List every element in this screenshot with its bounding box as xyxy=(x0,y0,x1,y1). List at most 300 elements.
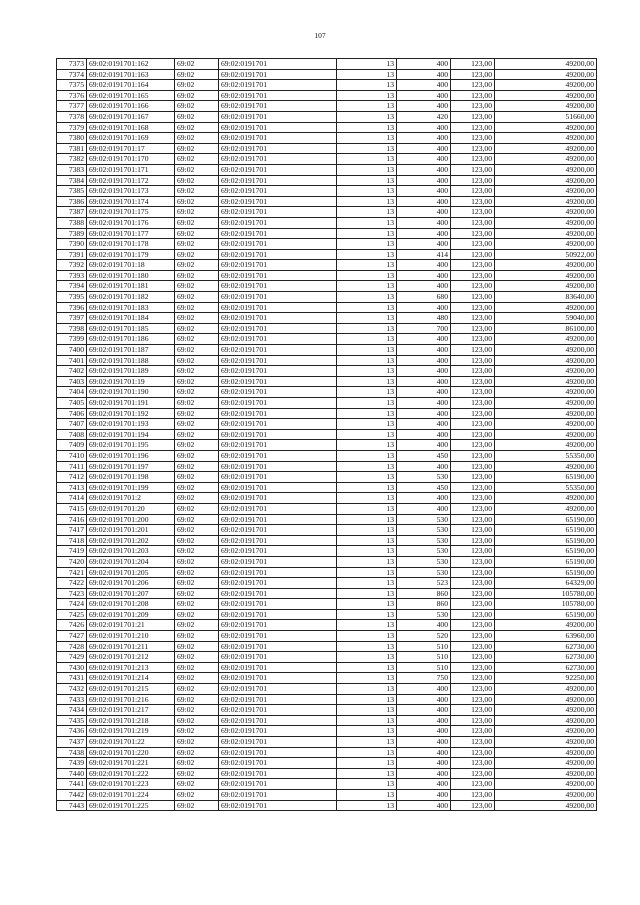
cadastral-number-cell: 69:02:0191701:188 xyxy=(87,355,175,366)
cadastral-value-cell: 64329,00 xyxy=(495,578,597,589)
cadastral-value-cell: 49200,00 xyxy=(495,387,597,398)
category-cell: 13 xyxy=(337,270,397,281)
cadastral-block-cell: 69:02:0191701 xyxy=(219,514,337,525)
cadastral-number-cell: 69:02:0191701:181 xyxy=(87,281,175,292)
area-cell: 400 xyxy=(397,737,451,748)
row-number-cell: 7408 xyxy=(57,429,87,440)
cadastral-number-cell: 69:02:0191701:179 xyxy=(87,249,175,260)
cadastral-block-cell: 69:02:0191701 xyxy=(219,164,337,175)
unit-price-cell: 123,00 xyxy=(451,334,495,345)
district-code-cell: 69:02 xyxy=(175,186,219,197)
unit-price-cell: 123,00 xyxy=(451,535,495,546)
area-cell: 400 xyxy=(397,726,451,737)
row-number-cell: 7424 xyxy=(57,599,87,610)
cadastral-number-cell: 69:02:0191701:198 xyxy=(87,472,175,483)
unit-price-cell: 123,00 xyxy=(451,387,495,398)
table-row xyxy=(57,313,597,324)
district-code-cell: 69:02 xyxy=(175,111,219,122)
category-cell: 13 xyxy=(337,705,397,716)
category-cell: 13 xyxy=(337,313,397,324)
area-cell: 414 xyxy=(397,249,451,260)
category-cell: 13 xyxy=(337,609,397,620)
unit-price-cell: 123,00 xyxy=(451,133,495,144)
cadastral-value-cell: 49200,00 xyxy=(495,715,597,726)
cadastral-block-cell: 69:02:0191701 xyxy=(219,122,337,133)
unit-price-cell: 123,00 xyxy=(451,281,495,292)
category-cell: 13 xyxy=(337,376,397,387)
row-number-cell: 7433 xyxy=(57,694,87,705)
unit-price-cell: 123,00 xyxy=(451,726,495,737)
district-code-cell: 69:02 xyxy=(175,556,219,567)
unit-price-cell: 123,00 xyxy=(451,747,495,758)
district-code-cell: 69:02 xyxy=(175,122,219,133)
cadastral-value-cell: 49200,00 xyxy=(495,620,597,631)
cadastral-value-cell: 49200,00 xyxy=(495,239,597,250)
district-code-cell: 69:02 xyxy=(175,588,219,599)
district-code-cell: 69:02 xyxy=(175,59,219,70)
unit-price-cell: 123,00 xyxy=(451,525,495,536)
cadastral-block-cell: 69:02:0191701 xyxy=(219,69,337,80)
table-row xyxy=(57,684,597,695)
table-row xyxy=(57,302,597,313)
cadastral-block-cell: 69:02:0191701 xyxy=(219,281,337,292)
cadastral-block-cell: 69:02:0191701 xyxy=(219,631,337,642)
row-number-cell: 7380 xyxy=(57,133,87,144)
district-code-cell: 69:02 xyxy=(175,366,219,377)
cadastral-value-cell: 49200,00 xyxy=(495,737,597,748)
table-row xyxy=(57,493,597,504)
cadastral-number-cell: 69:02:0191701:189 xyxy=(87,366,175,377)
row-number-cell: 7436 xyxy=(57,726,87,737)
cadastral-block-cell: 69:02:0191701 xyxy=(219,292,337,303)
category-cell: 13 xyxy=(337,101,397,112)
unit-price-cell: 123,00 xyxy=(451,249,495,260)
cadastral-number-cell: 69:02:0191701:177 xyxy=(87,228,175,239)
cadastral-value-cell: 49200,00 xyxy=(495,768,597,779)
cadastral-number-cell: 69:02:0191701:174 xyxy=(87,196,175,207)
category-cell: 13 xyxy=(337,239,397,250)
district-code-cell: 69:02 xyxy=(175,313,219,324)
area-cell: 420 xyxy=(397,111,451,122)
cadastral-block-cell: 69:02:0191701 xyxy=(219,133,337,144)
cadastral-value-cell: 65190,00 xyxy=(495,567,597,578)
table-row xyxy=(57,217,597,228)
cadastral-block-cell: 69:02:0191701 xyxy=(219,376,337,387)
table-row xyxy=(57,270,597,281)
category-cell: 13 xyxy=(337,196,397,207)
cadastral-number-cell: 69:02:0191701:175 xyxy=(87,207,175,218)
category-cell: 13 xyxy=(337,694,397,705)
table-row xyxy=(57,90,597,101)
table-row xyxy=(57,408,597,419)
cadastral-number-cell: 69:02:0191701:218 xyxy=(87,715,175,726)
row-number-cell: 7422 xyxy=(57,578,87,589)
table-row xyxy=(57,503,597,514)
area-cell: 400 xyxy=(397,207,451,218)
area-cell: 400 xyxy=(397,779,451,790)
unit-price-cell: 123,00 xyxy=(451,186,495,197)
district-code-cell: 69:02 xyxy=(175,789,219,800)
table-row xyxy=(57,694,597,705)
row-number-cell: 7406 xyxy=(57,408,87,419)
unit-price-cell: 123,00 xyxy=(451,313,495,324)
area-cell: 400 xyxy=(397,90,451,101)
cadastral-value-cell: 59040,00 xyxy=(495,313,597,324)
row-number-cell: 7429 xyxy=(57,652,87,663)
cadastral-block-cell: 69:02:0191701 xyxy=(219,472,337,483)
cadastral-block-cell: 69:02:0191701 xyxy=(219,419,337,430)
district-code-cell: 69:02 xyxy=(175,705,219,716)
unit-price-cell: 123,00 xyxy=(451,705,495,716)
cadastral-value-cell: 49200,00 xyxy=(495,429,597,440)
area-cell: 860 xyxy=(397,588,451,599)
category-cell: 13 xyxy=(337,599,397,610)
area-cell: 400 xyxy=(397,355,451,366)
area-cell: 400 xyxy=(397,175,451,186)
cadastral-value-cell: 49200,00 xyxy=(495,334,597,345)
cadastral-number-cell: 69:02:0191701:17 xyxy=(87,143,175,154)
cadastral-block-cell: 69:02:0191701 xyxy=(219,535,337,546)
district-code-cell: 69:02 xyxy=(175,270,219,281)
cadastral-block-cell: 69:02:0191701 xyxy=(219,398,337,409)
row-number-cell: 7411 xyxy=(57,461,87,472)
district-code-cell: 69:02 xyxy=(175,440,219,451)
row-number-cell: 7391 xyxy=(57,249,87,260)
table-row xyxy=(57,662,597,673)
row-number-cell: 7379 xyxy=(57,122,87,133)
table-row xyxy=(57,800,597,811)
cadastral-value-cell: 49200,00 xyxy=(495,408,597,419)
cadastral-value-cell: 49200,00 xyxy=(495,270,597,281)
cadastral-value-cell: 49200,00 xyxy=(495,154,597,165)
cadastral-block-cell: 69:02:0191701 xyxy=(219,429,337,440)
district-code-cell: 69:02 xyxy=(175,429,219,440)
district-code-cell: 69:02 xyxy=(175,249,219,260)
cadastral-block-cell: 69:02:0191701 xyxy=(219,609,337,620)
table-row xyxy=(57,260,597,271)
category-cell: 13 xyxy=(337,641,397,652)
category-cell: 13 xyxy=(337,620,397,631)
cadastral-value-cell: 49200,00 xyxy=(495,90,597,101)
row-number-cell: 7397 xyxy=(57,313,87,324)
cadastral-number-cell: 69:02:0191701:224 xyxy=(87,789,175,800)
category-cell: 13 xyxy=(337,673,397,684)
cadastral-value-cell: 65190,00 xyxy=(495,525,597,536)
category-cell: 13 xyxy=(337,631,397,642)
cadastral-number-cell: 69:02:0191701:206 xyxy=(87,578,175,589)
category-cell: 13 xyxy=(337,249,397,260)
row-number-cell: 7434 xyxy=(57,705,87,716)
area-cell: 400 xyxy=(397,461,451,472)
unit-price-cell: 123,00 xyxy=(451,207,495,218)
unit-price-cell: 123,00 xyxy=(451,122,495,133)
district-code-cell: 69:02 xyxy=(175,302,219,313)
table-row xyxy=(57,758,597,769)
cadastral-value-cell: 62730,00 xyxy=(495,662,597,673)
unit-price-cell: 123,00 xyxy=(451,164,495,175)
row-number-cell: 7418 xyxy=(57,535,87,546)
category-cell: 13 xyxy=(337,90,397,101)
unit-price-cell: 123,00 xyxy=(451,80,495,91)
cadastral-number-cell: 69:02:0191701:203 xyxy=(87,546,175,557)
cadastral-block-cell: 69:02:0191701 xyxy=(219,705,337,716)
district-code-cell: 69:02 xyxy=(175,684,219,695)
area-cell: 400 xyxy=(397,143,451,154)
cadastral-block-cell: 69:02:0191701 xyxy=(219,620,337,631)
district-code-cell: 69:02 xyxy=(175,715,219,726)
area-cell: 400 xyxy=(397,758,451,769)
cadastral-number-cell: 69:02:0191701:194 xyxy=(87,429,175,440)
unit-price-cell: 123,00 xyxy=(451,345,495,356)
category-cell: 13 xyxy=(337,164,397,175)
category-cell: 13 xyxy=(337,789,397,800)
district-code-cell: 69:02 xyxy=(175,768,219,779)
cadastral-number-cell: 69:02:0191701:202 xyxy=(87,535,175,546)
unit-price-cell: 123,00 xyxy=(451,620,495,631)
cadastral-block-cell: 69:02:0191701 xyxy=(219,270,337,281)
cadastral-block-cell: 69:02:0191701 xyxy=(219,525,337,536)
cadastral-value-cell: 49200,00 xyxy=(495,186,597,197)
cadastral-value-cell: 49200,00 xyxy=(495,228,597,239)
area-cell: 400 xyxy=(397,408,451,419)
district-code-cell: 69:02 xyxy=(175,334,219,345)
cadastral-number-cell: 69:02:0191701:180 xyxy=(87,270,175,281)
table-row xyxy=(57,737,597,748)
cadastral-block-cell: 69:02:0191701 xyxy=(219,355,337,366)
unit-price-cell: 123,00 xyxy=(451,143,495,154)
unit-price-cell: 123,00 xyxy=(451,482,495,493)
area-cell: 530 xyxy=(397,546,451,557)
table-row xyxy=(57,323,597,334)
category-cell: 13 xyxy=(337,217,397,228)
row-number-cell: 7426 xyxy=(57,620,87,631)
table-row xyxy=(57,588,597,599)
area-cell: 400 xyxy=(397,196,451,207)
category-cell: 13 xyxy=(337,800,397,811)
area-cell: 400 xyxy=(397,503,451,514)
district-code-cell: 69:02 xyxy=(175,164,219,175)
unit-price-cell: 123,00 xyxy=(451,789,495,800)
cadastral-value-cell: 49200,00 xyxy=(495,747,597,758)
table-row xyxy=(57,525,597,536)
cadastral-number-cell: 69:02:0191701:210 xyxy=(87,631,175,642)
cadastral-number-cell: 69:02:0191701:199 xyxy=(87,482,175,493)
unit-price-cell: 123,00 xyxy=(451,355,495,366)
table-row xyxy=(57,535,597,546)
district-code-cell: 69:02 xyxy=(175,461,219,472)
cadastral-number-cell: 69:02:0191701:197 xyxy=(87,461,175,472)
table-row xyxy=(57,196,597,207)
area-cell: 510 xyxy=(397,652,451,663)
table-row xyxy=(57,59,597,70)
area-cell: 400 xyxy=(397,694,451,705)
area-cell: 400 xyxy=(397,101,451,112)
table-row xyxy=(57,705,597,716)
category-cell: 13 xyxy=(337,652,397,663)
cadastral-number-cell: 69:02:0191701:214 xyxy=(87,673,175,684)
category-cell: 13 xyxy=(337,715,397,726)
cadastral-block-cell: 69:02:0191701 xyxy=(219,578,337,589)
table-row xyxy=(57,482,597,493)
row-number-cell: 7442 xyxy=(57,789,87,800)
table-row xyxy=(57,366,597,377)
cadastral-number-cell: 69:02:0191701:184 xyxy=(87,313,175,324)
row-number-cell: 7415 xyxy=(57,503,87,514)
cadastral-number-cell: 69:02:0191701:21 xyxy=(87,620,175,631)
cadastral-value-cell: 49200,00 xyxy=(495,726,597,737)
area-cell: 450 xyxy=(397,482,451,493)
district-code-cell: 69:02 xyxy=(175,779,219,790)
category-cell: 13 xyxy=(337,684,397,695)
district-code-cell: 69:02 xyxy=(175,292,219,303)
cadastral-block-cell: 69:02:0191701 xyxy=(219,249,337,260)
row-number-cell: 7385 xyxy=(57,186,87,197)
cadastral-block-cell: 69:02:0191701 xyxy=(219,408,337,419)
cadastral-value-cell: 49200,00 xyxy=(495,122,597,133)
area-cell: 530 xyxy=(397,609,451,620)
table-row xyxy=(57,133,597,144)
district-code-cell: 69:02 xyxy=(175,207,219,218)
cadastral-number-cell: 69:02:0191701:213 xyxy=(87,662,175,673)
area-cell: 400 xyxy=(397,789,451,800)
cadastral-block-cell: 69:02:0191701 xyxy=(219,652,337,663)
cadastral-block-cell: 69:02:0191701 xyxy=(219,726,337,737)
district-code-cell: 69:02 xyxy=(175,101,219,112)
cadastral-number-cell: 69:02:0191701:215 xyxy=(87,684,175,695)
row-number-cell: 7396 xyxy=(57,302,87,313)
row-number-cell: 7404 xyxy=(57,387,87,398)
category-cell: 13 xyxy=(337,535,397,546)
cadastral-value-cell: 49200,00 xyxy=(495,493,597,504)
district-code-cell: 69:02 xyxy=(175,631,219,642)
cadastral-value-cell: 49200,00 xyxy=(495,281,597,292)
category-cell: 13 xyxy=(337,228,397,239)
district-code-cell: 69:02 xyxy=(175,652,219,663)
category-cell: 13 xyxy=(337,387,397,398)
district-code-cell: 69:02 xyxy=(175,694,219,705)
district-code-cell: 69:02 xyxy=(175,503,219,514)
cadastral-number-cell: 69:02:0191701:165 xyxy=(87,90,175,101)
table-row xyxy=(57,398,597,409)
cadastral-block-cell: 69:02:0191701 xyxy=(219,599,337,610)
unit-price-cell: 123,00 xyxy=(451,609,495,620)
table-row xyxy=(57,789,597,800)
cadastral-number-cell: 69:02:0191701:195 xyxy=(87,440,175,451)
area-cell: 400 xyxy=(397,398,451,409)
cadastral-value-cell: 62730,00 xyxy=(495,652,597,663)
district-code-cell: 69:02 xyxy=(175,376,219,387)
cadastral-value-cell: 49200,00 xyxy=(495,440,597,451)
cadastral-value-cell: 63960,00 xyxy=(495,631,597,642)
cadastral-value-cell: 49200,00 xyxy=(495,789,597,800)
district-code-cell: 69:02 xyxy=(175,419,219,430)
cadastral-block-cell: 69:02:0191701 xyxy=(219,143,337,154)
table-row xyxy=(57,345,597,356)
cadastral-number-cell: 69:02:0191701:207 xyxy=(87,588,175,599)
cadastral-number-cell: 69:02:0191701:217 xyxy=(87,705,175,716)
row-number-cell: 7378 xyxy=(57,111,87,122)
cadastral-number-cell: 69:02:0191701:176 xyxy=(87,217,175,228)
table-row xyxy=(57,726,597,737)
category-cell: 13 xyxy=(337,419,397,430)
category-cell: 13 xyxy=(337,260,397,271)
area-cell: 400 xyxy=(397,705,451,716)
district-code-cell: 69:02 xyxy=(175,175,219,186)
cadastral-number-cell: 69:02:0191701:182 xyxy=(87,292,175,303)
category-cell: 13 xyxy=(337,302,397,313)
table-row xyxy=(57,143,597,154)
cadastral-block-cell: 69:02:0191701 xyxy=(219,111,337,122)
cadastral-block-cell: 69:02:0191701 xyxy=(219,482,337,493)
cadastral-number-cell: 69:02:0191701:162 xyxy=(87,59,175,70)
row-number-cell: 7402 xyxy=(57,366,87,377)
area-cell: 530 xyxy=(397,525,451,536)
category-cell: 13 xyxy=(337,546,397,557)
table-row xyxy=(57,228,597,239)
row-number-cell: 7394 xyxy=(57,281,87,292)
cadastral-value-cell: 55350,00 xyxy=(495,450,597,461)
category-cell: 13 xyxy=(337,450,397,461)
unit-price-cell: 123,00 xyxy=(451,450,495,461)
cadastral-block-cell: 69:02:0191701 xyxy=(219,228,337,239)
row-number-cell: 7401 xyxy=(57,355,87,366)
cadastral-value-cell: 65190,00 xyxy=(495,514,597,525)
table-row xyxy=(57,567,597,578)
area-cell: 400 xyxy=(397,620,451,631)
unit-price-cell: 123,00 xyxy=(451,694,495,705)
district-code-cell: 69:02 xyxy=(175,228,219,239)
cadastral-value-cell: 55350,00 xyxy=(495,482,597,493)
cadastral-number-cell: 69:02:0191701:19 xyxy=(87,376,175,387)
cadastral-value-cell: 49200,00 xyxy=(495,800,597,811)
cadastral-number-cell: 69:02:0191701:211 xyxy=(87,641,175,652)
cadastral-block-cell: 69:02:0191701 xyxy=(219,175,337,186)
category-cell: 13 xyxy=(337,207,397,218)
cadastral-number-cell: 69:02:0191701:169 xyxy=(87,133,175,144)
table-row xyxy=(57,175,597,186)
unit-price-cell: 123,00 xyxy=(451,472,495,483)
area-cell: 400 xyxy=(397,345,451,356)
table-row xyxy=(57,768,597,779)
cadastral-block-cell: 69:02:0191701 xyxy=(219,694,337,705)
cadastral-value-cell: 49200,00 xyxy=(495,503,597,514)
cadastral-number-cell: 69:02:0191701:20 xyxy=(87,503,175,514)
cadastral-block-cell: 69:02:0191701 xyxy=(219,366,337,377)
cadastral-block-cell: 69:02:0191701 xyxy=(219,503,337,514)
cadastral-value-cell: 49200,00 xyxy=(495,101,597,112)
unit-price-cell: 123,00 xyxy=(451,768,495,779)
cadastral-number-cell: 69:02:0191701:185 xyxy=(87,323,175,334)
table-row xyxy=(57,514,597,525)
district-code-cell: 69:02 xyxy=(175,196,219,207)
table-row xyxy=(57,154,597,165)
district-code-cell: 69:02 xyxy=(175,217,219,228)
area-cell: 750 xyxy=(397,673,451,684)
cadastral-value-cell: 51660,00 xyxy=(495,111,597,122)
category-cell: 13 xyxy=(337,334,397,345)
row-number-cell: 7373 xyxy=(57,59,87,70)
area-cell: 400 xyxy=(397,302,451,313)
row-number-cell: 7400 xyxy=(57,345,87,356)
unit-price-cell: 123,00 xyxy=(451,323,495,334)
category-cell: 13 xyxy=(337,726,397,737)
cadastral-value-cell: 49200,00 xyxy=(495,705,597,716)
table-row xyxy=(57,556,597,567)
unit-price-cell: 123,00 xyxy=(451,599,495,610)
cadastral-value-cell: 49200,00 xyxy=(495,217,597,228)
category-cell: 13 xyxy=(337,122,397,133)
district-code-cell: 69:02 xyxy=(175,673,219,684)
